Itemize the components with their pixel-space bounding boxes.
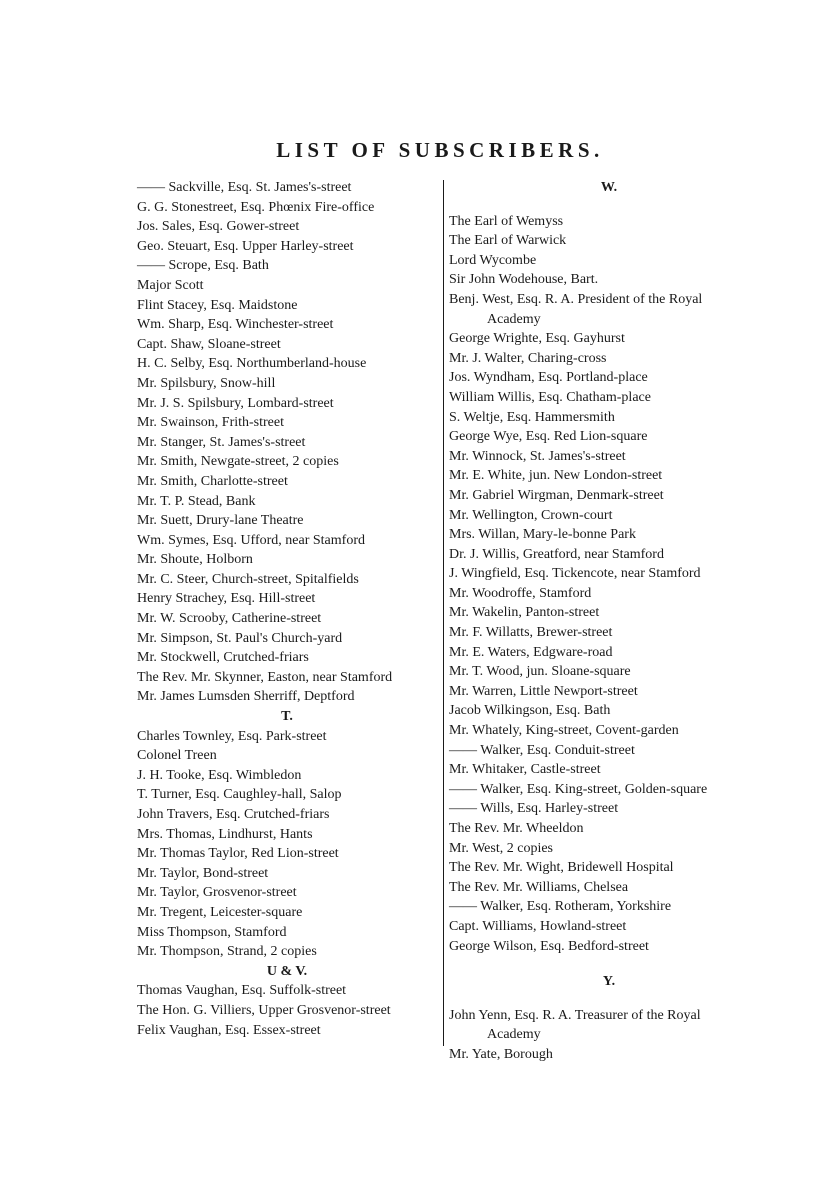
subscriber-entry: The Earl of Warwick [449,233,567,249]
subscriber-entry: —— Wills, Esq. Harley-street [449,801,619,817]
subscriber-entry: S. Weltje, Esq. Hammersmith [449,409,615,425]
subscriber-entry: The Rev. Mr. Skynner, Easton, near Stamford [137,669,393,685]
subscriber-entry: Mrs. Thomas, Lindhurst, Hants [137,826,313,842]
subscriber-entry: Mr. Gabriel Wirgman, Denmark-street [449,487,664,503]
section-heading-y: Y. [602,974,616,990]
subscriber-entry: Mr. Smith, Newgate-street, 2 copies [137,454,339,470]
subscriber-entry: Jacob Wilkingson, Esq. Bath [449,703,611,719]
subscriber-entry: Major Scott [137,277,204,293]
subscriber-entry: J. Wingfield, Esq. Tickencote, near Stamford [449,566,701,582]
w-entries-list-2 [449,329,769,956]
subscriber-entry: Mr. T. Wood, jun. Sloane-square [449,664,631,680]
subscriber-entry: Mr. J. S. Spilsbury, Lombard-street [137,395,334,411]
subscriber-entry: Mr. E. White, jun. New London-street [449,468,663,484]
subscriber-entry: Mr. Stanger, St. James's-street [137,434,306,450]
subscriber-entry: Mr. J. Walter, Charing-cross [449,350,607,366]
section-heading-t: T. [281,709,293,725]
subscriber-entry: Mr. Smith, Charlotte-street [137,473,288,489]
subscriber-entry: Mr. Simpson, St. Paul's Church-yard [137,630,343,646]
entry-continuation: Academy [487,1027,541,1043]
subscriber-entry: Dr. J. Willis, Greatford, near Stamford [449,546,664,562]
subscriber-entry: George Wilson, Esq. Bedford-street [449,938,649,954]
subscriber-entry: Jos. Sales, Esq. Gower-street [137,219,300,235]
subscriber-entry: Mr. Stockwell, Crutched-friars [137,650,309,666]
subscriber-entry: Mr. Winnock, St. James's-street [449,448,626,464]
subscriber-entry: George Wrighte, Esq. Gayhurst [449,331,625,347]
subscriber-entry: Mrs. Willan, Mary-le-bonne Park [449,527,636,543]
subscriber-entry: Colonel Treen [137,748,217,764]
subscriber-entry: H. C. Selby, Esq. Northumberland-house [137,356,367,372]
left-column [137,178,437,1040]
section-heading-uv: U & V. [266,963,308,979]
subscriber-entry: Mr. Yate, Borough [449,1046,553,1062]
subscriber-entry: Felix Vaughan, Esq. Essex-street [137,1022,321,1038]
spacer [449,992,769,1006]
subscriber-entry: Mr. F. Willatts, Brewer-street [449,625,613,641]
subscriber-entry: Geo. Steuart, Esq. Upper Harley-street [137,238,354,254]
subscriber-entry: Mr. Whitaker, Castle-street [449,762,601,778]
subscriber-entry: Mr. James Lumsden Sherriff, Deptford [137,689,355,705]
spacer [449,956,769,972]
subscriber-entry: Mr. Tregent, Leicester-square [137,904,303,920]
right-column [449,178,769,1065]
subscriber-entry: Mr. Thompson, Strand, 2 copies [137,944,317,960]
subscriber-entry: —— Walker, Esq. Rotheram, Yorkshire [449,899,672,915]
subscriber-entry: Miss Thompson, Stamford [137,924,287,940]
subscriber-entry: Mr. Thomas Taylor, Red Lion-street [137,846,339,862]
subscriber-entry: Wm. Symes, Esq. Ufford, near Stamford [137,532,365,548]
subscriber-entry: Capt. Shaw, Sloane-street [137,336,281,352]
page-title: LIST OF SUBSCRIBERS. [276,138,604,162]
subscriber-entry: Mr. E. Waters, Edgware-road [449,644,613,660]
entry-text: Benj. West, Esq. R. A. President of the Royal [449,291,703,307]
subscriber-entry: Thomas Vaughan, Esq. Suffolk-street [137,983,347,999]
subscriber-entry: Mr. Wellington, Crown-court [449,507,613,523]
subscriber-entry: —— Sackville, Esq. St. James's-street [137,180,352,195]
uv-entries-list [137,981,437,1040]
subscriber-entry: Lord Wycombe [449,252,537,268]
subscriber-entry: The Earl of Wemyss [449,213,564,229]
subscriber-entry: —— Scrope, Esq. Bath [137,258,269,274]
subscriber-entry: Mr. W. Scrooby, Catherine-street [137,611,322,627]
spacer [449,198,769,212]
subscriber-entry: Sir John Wodehouse, Bart. [449,272,599,288]
subscriber-entry: Mr. Whately, King-street, Covent-garden [449,723,679,739]
subscriber-entry-west [449,290,769,329]
subscriber-entry: Mr. Woodroffe, Stamford [449,585,592,601]
subscriber-entry: The Rev. Mr. Wheeldon [449,821,584,836]
subscriber-entry: T. Turner, Esq. Caughley-hall, Salop [137,787,342,803]
subscriber-entry: The Rev. Mr. Wight, Bridewell Hospital [449,860,674,876]
subscriber-entry: Mr. C. Steer, Church-street, Spitalfields [137,571,359,587]
subscriber-entry: Charles Townley, Esq. Park-street [137,728,327,744]
entry-text: John Yenn, Esq. R. A. Treasurer of the Royal [449,1007,701,1023]
subscriber-entry: J. H. Tooke, Esq. Wimbledon [137,767,302,783]
t-entries-list [137,727,437,962]
section-heading-w: W. [600,180,618,195]
subscriber-entry: Capt. Williams, Howland-street [449,918,627,934]
w-entries-list [449,212,769,290]
subscriber-entry: Mr. Spilsbury, Snow-hill [137,375,276,391]
subscriber-entry: Mr. Wakelin, Panton-street [449,605,600,621]
subscriber-entry: William Willis, Esq. Chatham-place [449,389,651,405]
column-divider [443,180,444,1046]
subscriber-entry: Mr. Taylor, Bond-street [137,865,269,881]
subscriber-entry: Henry Strachey, Esq. Hill-street [137,591,316,607]
subscriber-entry: John Travers, Esq. Crutched-friars [137,807,330,822]
subscriber-entry-yenn [449,1006,769,1045]
s-entries-list [137,178,437,707]
subscriber-entry: G. G. Stonestreet, Esq. Phœnix Fire-office [137,199,375,215]
subscriber-entry: Flint Stacey, Esq. Maidstone [137,297,298,313]
entry-continuation: Academy [487,311,541,327]
subscriber-entry: Wm. Sharp, Esq. Winchester-street [137,317,334,333]
subscriber-entry: Mr. Taylor, Grosvenor-street [137,885,297,901]
subscriber-entry: Mr. T. P. Stead, Bank [137,493,256,509]
subscriber-entry: The Rev. Mr. Williams, Chelsea [449,879,629,895]
subscriber-entry: —— Walker, Esq. Conduit-street [449,742,635,758]
subscriber-entry: Mr. Warren, Little Newport-street [449,683,638,699]
subscriber-entry: The Hon. G. Villiers, Upper Grosvenor-street [137,1002,391,1018]
subscriber-entry: Mr. Suett, Drury-lane Theatre [137,513,304,529]
y-entries-list [449,1045,769,1065]
subscriber-entry: Mr. West, 2 copies [449,840,553,856]
subscriber-entry: Mr. Swainson, Frith-street [137,415,284,431]
subscriber-entry: George Wye, Esq. Red Lion-square [449,429,648,445]
subscriber-entry: Jos. Wyndham, Esq. Portland-place [449,370,648,386]
subscriber-entry: —— Walker, Esq. King-street, Golden-square [449,781,708,797]
subscriber-entry: Mr. Shoute, Holborn [137,552,253,568]
